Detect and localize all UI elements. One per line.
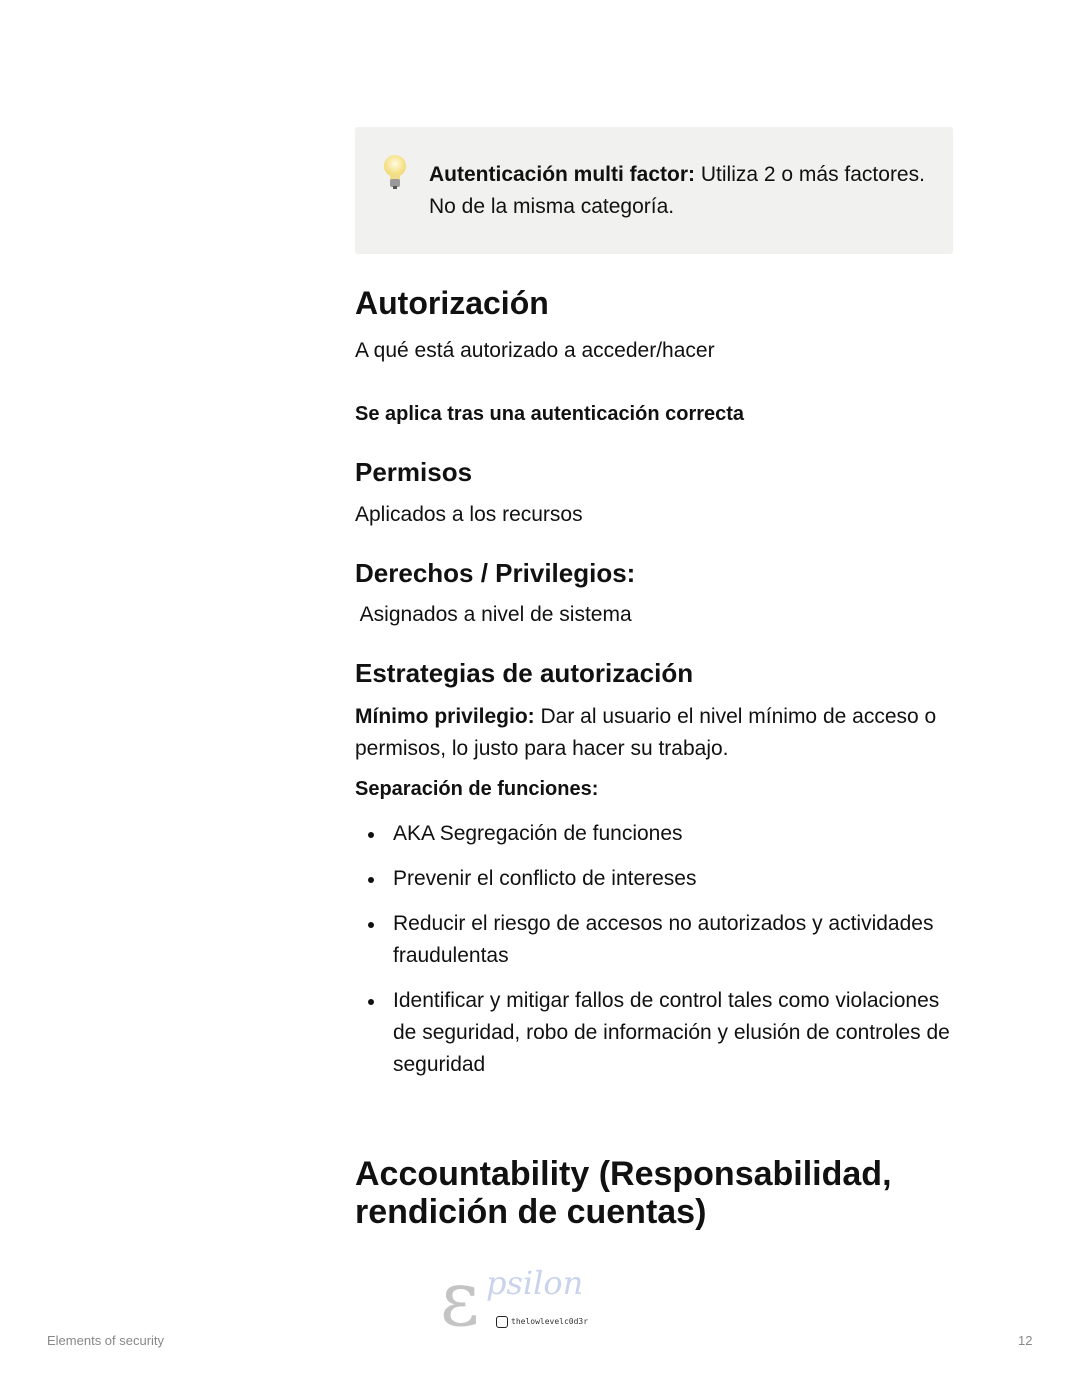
minimo-text: Dar al usuario el nivel mínimo de acceso o permisos, lo justo para hacer su trabajo. (355, 705, 937, 760)
callout-text (429, 159, 929, 223)
callout-box (355, 127, 953, 254)
list-item: Reducir el riesgo de accesos no autorizados y actividades fraudulentas (355, 908, 955, 972)
minimo-privilegio (355, 701, 955, 765)
watermark-handle: thelowlevelc0d3r (511, 1317, 589, 1326)
list-item: AKA Segregación de funciones (355, 818, 955, 850)
instagram-icon (496, 1316, 508, 1328)
watermark-logo: ε psilon thelowlevelc0d3r (440, 1254, 589, 1343)
callout-bold: Autenticación multi factor: (429, 163, 696, 186)
derechos-desc: Asignados a nivel de sistema (355, 603, 632, 626)
autorizacion-note: Se aplica tras una autenticación correcta (355, 403, 745, 425)
page-number: 12 (1018, 1333, 1033, 1348)
heading-derechos: Derechos / Privilegios: (355, 558, 636, 588)
minimo-bold: Mínimo privilegio: (355, 705, 535, 728)
heading-estrategias: Estrategias de autorización (355, 658, 694, 688)
heading-accountability: Accountability (Responsabilidad, rendición de cuentas) (355, 1155, 892, 1231)
callout-body: Utiliza 2 o más factores. No de la misma categoría. (429, 163, 925, 218)
permisos-desc: Aplicados a los recursos (355, 503, 583, 526)
autorizacion-desc: A qué está autorizado a acceder/hacer (355, 339, 715, 362)
list-item: Prevenir el conflicto de intereses (355, 863, 955, 895)
heading-permisos: Permisos (355, 457, 473, 487)
separacion-label: Separación de funciones: (355, 778, 599, 800)
footer-title: Elements of security (47, 1333, 165, 1348)
list-item: Identificar y mitigar fallos de control tales como violaciones de seguridad, robo de información y elusión de controles de seguridad (355, 985, 955, 1081)
lightbulb-icon (381, 153, 409, 198)
heading-autorizacion: Autorización (355, 285, 549, 321)
separacion-list (355, 818, 955, 1094)
